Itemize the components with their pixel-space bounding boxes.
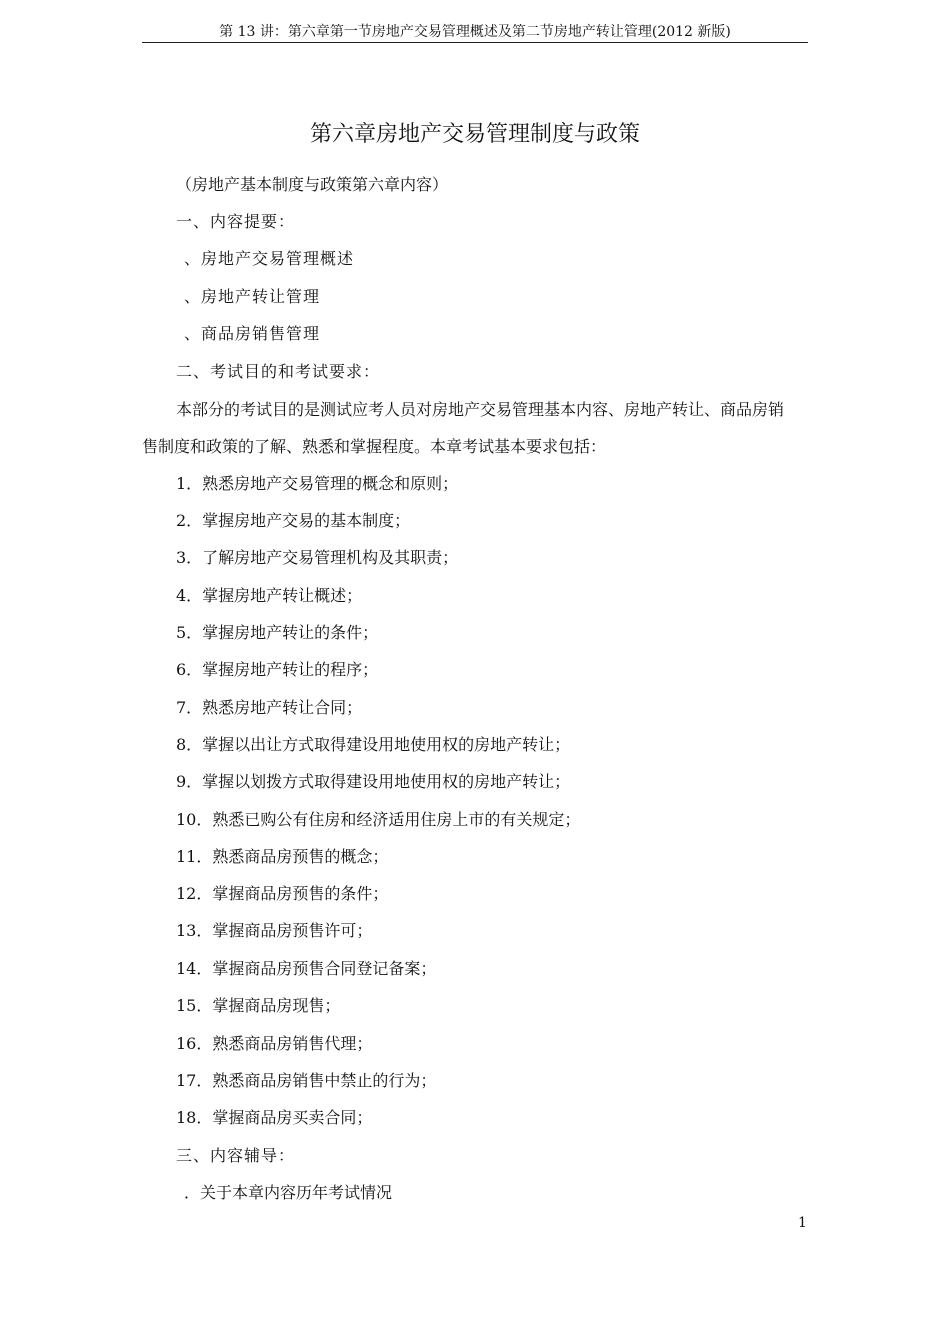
- requirement-item: 6．掌握房地产转让的程序；: [176, 660, 379, 679]
- requirement-item: 12．掌握商品房预售的条件；: [176, 884, 389, 903]
- requirement-item: 16．熟悉商品房销售代理；: [176, 1034, 373, 1053]
- requirement-item: 9．掌握以划拨方式取得建设用地使用权的房地产转让；: [176, 772, 571, 791]
- chapter-title: 第六章房地产交易管理制度与政策: [309, 122, 640, 147]
- exam-paragraph-line: 售制度和政策的了解、熟悉和掌握程度。本章考试基本要求包括：: [142, 437, 607, 456]
- requirement-item: 18．掌握商品房买卖合同；: [176, 1108, 373, 1127]
- chapter-subtitle: （房地产基本制度与政策第六章内容）: [176, 175, 449, 194]
- requirement-item: 8．掌握以出让方式取得建设用地使用权的房地产转让；: [176, 735, 571, 754]
- requirement-item: 10．熟悉已购公有住房和经济适用住房上市的有关规定；: [176, 810, 581, 829]
- requirement-item: 7．熟悉房地产转让合同；: [176, 698, 363, 717]
- guidance-item: ．关于本章内容历年考试情况: [184, 1183, 393, 1202]
- requirement-item: 11．熟悉商品房预售的概念；: [176, 847, 389, 866]
- page-header: 第 13 讲：第六章第一节房地产交易管理概述及第二节房地产转让管理(2012 新版): [142, 22, 808, 43]
- requirement-item: 4．掌握房地产转让概述；: [176, 586, 363, 605]
- summary-item: 、房地产转让管理: [184, 287, 321, 306]
- section1-heading: 一、内容提要：: [176, 212, 296, 231]
- summary-item: 、商品房销售管理: [184, 324, 321, 343]
- requirement-item: 13．掌握商品房预售许可；: [176, 921, 373, 940]
- requirement-item: 3．了解房地产交易管理机构及其职责；: [176, 548, 459, 567]
- requirement-item: 14．掌握商品房预售合同登记备案；: [176, 959, 437, 978]
- exam-paragraph-line: 本部分的考试目的是测试应考人员对房地产交易管理基本内容、房地产转让、商品房销: [176, 400, 785, 419]
- requirement-item: 2．掌握房地产交易的基本制度；: [176, 511, 411, 530]
- section2-heading: 二、考试目的和考试要求：: [176, 362, 381, 381]
- requirement-item: 1．熟悉房地产交易管理的概念和原则；: [176, 474, 459, 493]
- section3-heading: 三、内容辅导：: [176, 1146, 296, 1165]
- requirement-item: 15．掌握商品房现售；: [176, 996, 341, 1015]
- page-number: 1: [798, 1215, 807, 1231]
- summary-item: 、房地产交易管理概述: [184, 249, 355, 268]
- requirement-item: 17．熟悉商品房销售中禁止的行为；: [176, 1071, 437, 1090]
- requirement-item: 5．掌握房地产转让的条件；: [176, 623, 379, 642]
